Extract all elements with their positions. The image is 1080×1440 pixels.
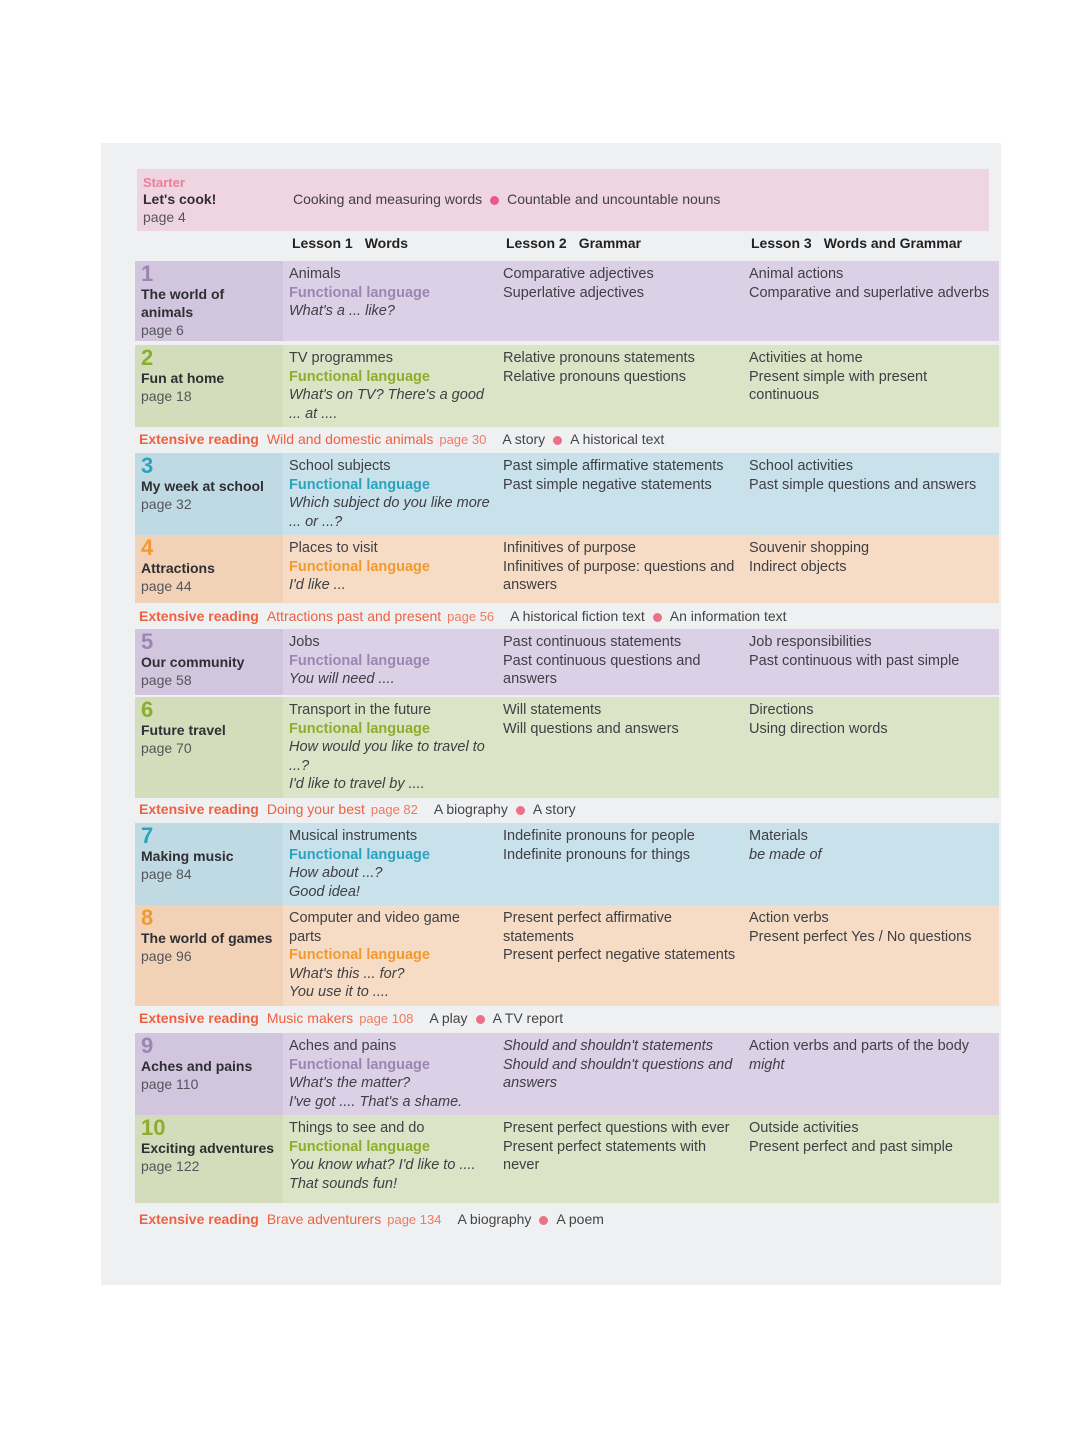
extensive-reading-2: Extensive reading Attractions past and present page 56 A historical fiction text An information text: [139, 608, 787, 624]
unit-label: 3 My week at school page 32: [135, 453, 283, 535]
unit-label: 8 The world of games page 96: [135, 905, 283, 1006]
lesson3-cell: Animal actions Comparative and superlative adverbs: [743, 261, 999, 341]
lesson1-cell: Things to see and do Functional language You know what? I'd like to .... That sounds fun!: [283, 1115, 497, 1203]
starter-page: page 4: [143, 209, 186, 225]
starter-label: [137, 169, 287, 231]
bullet-icon: [490, 196, 499, 205]
lesson3-cell: School activities Past simple questions and answers: [743, 453, 999, 535]
extensive-reading-1: Extensive reading Wild and domestic animals page 30 A story A historical text: [139, 431, 665, 447]
bullet-icon: [539, 1216, 548, 1225]
starter-tag: Starter: [143, 175, 185, 190]
lesson1-cell: Jobs Functional language You will need ....: [283, 629, 497, 695]
lesson3-cell: Activities at home Present simple with present continuous: [743, 345, 999, 427]
unit-label: 2 Fun at home page 18: [135, 345, 283, 427]
lesson3-cell: Materials be made of: [743, 823, 999, 905]
lesson3-cell: Souvenir shopping Indirect objects: [743, 535, 999, 603]
starter-row: [137, 169, 989, 231]
bullet-icon: [476, 1015, 485, 1024]
lesson2-cell: Will statements Will questions and answers: [497, 697, 743, 798]
unit-label: 9 Aches and pains page 110: [135, 1033, 283, 1115]
unit-row-2: [135, 345, 999, 425]
lesson2-cell: Comparative adjectives Superlative adjectives: [497, 261, 743, 341]
header-lesson-2: Lesson 2 Grammar: [506, 235, 641, 251]
unit-label: 4 Attractions page 44: [135, 535, 283, 603]
unit-row-1: [135, 261, 999, 341]
lesson3-cell: Outside activities Present perfect and past simple: [743, 1115, 999, 1203]
lesson3-cell: Directions Using direction words: [743, 697, 999, 798]
lesson1-cell: Musical instruments Functional language How about ...? Good idea!: [283, 823, 497, 905]
lesson2-cell: Present perfect questions with ever Present perfect statements with never: [497, 1115, 743, 1203]
starter-grammar: Countable and uncountable nouns: [507, 191, 721, 207]
starter-content: [287, 169, 989, 231]
bullet-icon: [553, 436, 562, 445]
lesson1-cell: TV programmes Functional language What's on TV? There's a good ... at ....: [283, 345, 497, 427]
contents-page: [101, 143, 1001, 1285]
header-lesson-1: Lesson 1 Words: [292, 235, 409, 251]
extensive-reading-4: Extensive reading Music makers page 108 A play A TV report: [139, 1010, 564, 1026]
extensive-reading-5: Extensive reading Brave adventurers page 134 A biography A poem: [139, 1211, 604, 1227]
unit-label: 1 The world of animals page 6: [135, 261, 283, 341]
lesson2-cell: Present perfect affirmative statements Present perfect negative statements: [497, 905, 743, 1006]
starter-words: Cooking and measuring words: [293, 191, 483, 207]
unit-row-7: [135, 823, 999, 903]
lesson2-cell: Infinitives of purpose Infinitives of purpose: questions and answers: [497, 535, 743, 603]
lesson2-cell: Indefinite pronouns for people Indefinite pronouns for things: [497, 823, 743, 905]
lesson2-cell: Relative pronouns statements Relative pronouns questions: [497, 345, 743, 427]
lesson1-cell: Transport in the future Functional language How would you like to travel to ...? I'd like to travel by ....: [283, 697, 497, 798]
unit-label: 7 Making music page 84: [135, 823, 283, 905]
unit-label: 6 Future travel page 70: [135, 697, 283, 798]
lesson2-cell: Past simple affirmative statements Past simple negative statements: [497, 453, 743, 535]
lesson1-cell: School subjects Functional language Which subject do you like more ... or ...?: [283, 453, 497, 535]
unit-row-8: [135, 905, 999, 1003]
unit-row-5: [135, 629, 999, 695]
unit-row-3: [135, 453, 999, 533]
unit-label: 5 Our community page 58: [135, 629, 283, 695]
lesson1-cell: Aches and pains Functional language What's the matter? I've got .... That's a shame.: [283, 1033, 497, 1115]
unit-row-6: [135, 697, 999, 793]
unit-row-10: [135, 1115, 999, 1203]
lesson2-cell: Should and shouldn't statements Should and shouldn't questions and answers: [497, 1033, 743, 1115]
lesson2-cell: Past continuous statements Past continuous questions and answers: [497, 629, 743, 695]
unit-row-9: [135, 1033, 999, 1113]
lesson3-cell: Action verbs Present perfect Yes / No questions: [743, 905, 999, 1006]
extensive-reading-3: Extensive reading Doing your best page 82 A biography A story: [139, 801, 576, 817]
lesson1-cell: Computer and video game parts Functional language What's this ... for? You use it to ....: [283, 905, 497, 1006]
starter-title: Let's cook!: [143, 191, 217, 207]
header-lesson-3: Lesson 3 Words and Grammar: [751, 235, 962, 251]
unit-row-4: [135, 535, 999, 603]
lesson3-cell: Job responsibilities Past continuous with past simple: [743, 629, 999, 695]
lesson1-cell: Animals Functional language What's a ... like?: [283, 261, 497, 341]
bullet-icon: [516, 806, 525, 815]
unit-label: 10 Exciting adventures page 122: [135, 1115, 283, 1203]
bullet-icon: [653, 613, 662, 622]
lesson1-cell: Places to visit Functional language I'd like ...: [283, 535, 497, 603]
lesson3-cell: Action verbs and parts of the body might: [743, 1033, 999, 1115]
